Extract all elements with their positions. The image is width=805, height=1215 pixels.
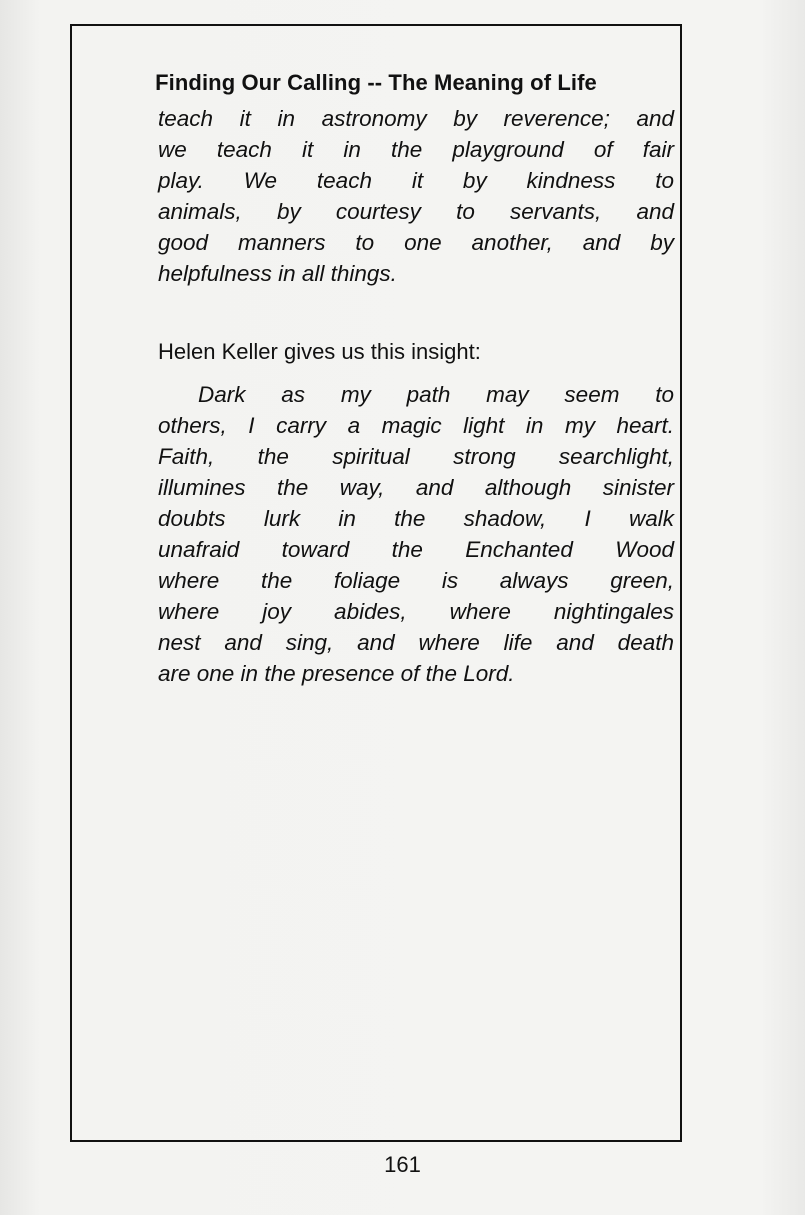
quote-teach	[158, 103, 674, 289]
quote-line: Faith, the spiritual strong searchlight,	[158, 444, 674, 469]
helen-keller-quote	[158, 379, 674, 689]
quote-line: helpfulness in all things.	[158, 261, 397, 286]
quote-line: nest and sing, and where life and death	[158, 630, 674, 655]
quote-line: play. We teach it by kindness to	[158, 168, 674, 193]
quote-line: unafraid toward the Enchanted Wood	[158, 537, 674, 562]
quote-line: Dark as my path may seem to	[198, 382, 674, 407]
quote-line: where the foliage is always green,	[158, 568, 674, 593]
quote-line: animals, by courtesy to servants, and	[158, 199, 674, 224]
quote-line: good manners to one another, and by	[158, 230, 674, 255]
quote-line: doubts lurk in the shadow, I walk	[158, 506, 674, 531]
quote-line: we teach it in the playground of fair	[158, 137, 674, 162]
quote-line: others, I carry a magic light in my heart.	[158, 413, 674, 438]
quote-line: are one in the presence of the Lord.	[158, 661, 515, 686]
quote-line: illumines the way, and although sinister	[158, 475, 674, 500]
page-number: 161	[384, 1152, 421, 1177]
helen-keller-intro: Helen Keller gives us this insight:	[158, 339, 481, 364]
quote-line: teach it in astronomy by reverence; and	[158, 106, 674, 131]
content-frame	[70, 24, 682, 1142]
page-header: Finding Our Calling -- The Meaning of Life	[155, 70, 597, 95]
quote-line: where joy abides, where nightingales	[158, 599, 674, 624]
